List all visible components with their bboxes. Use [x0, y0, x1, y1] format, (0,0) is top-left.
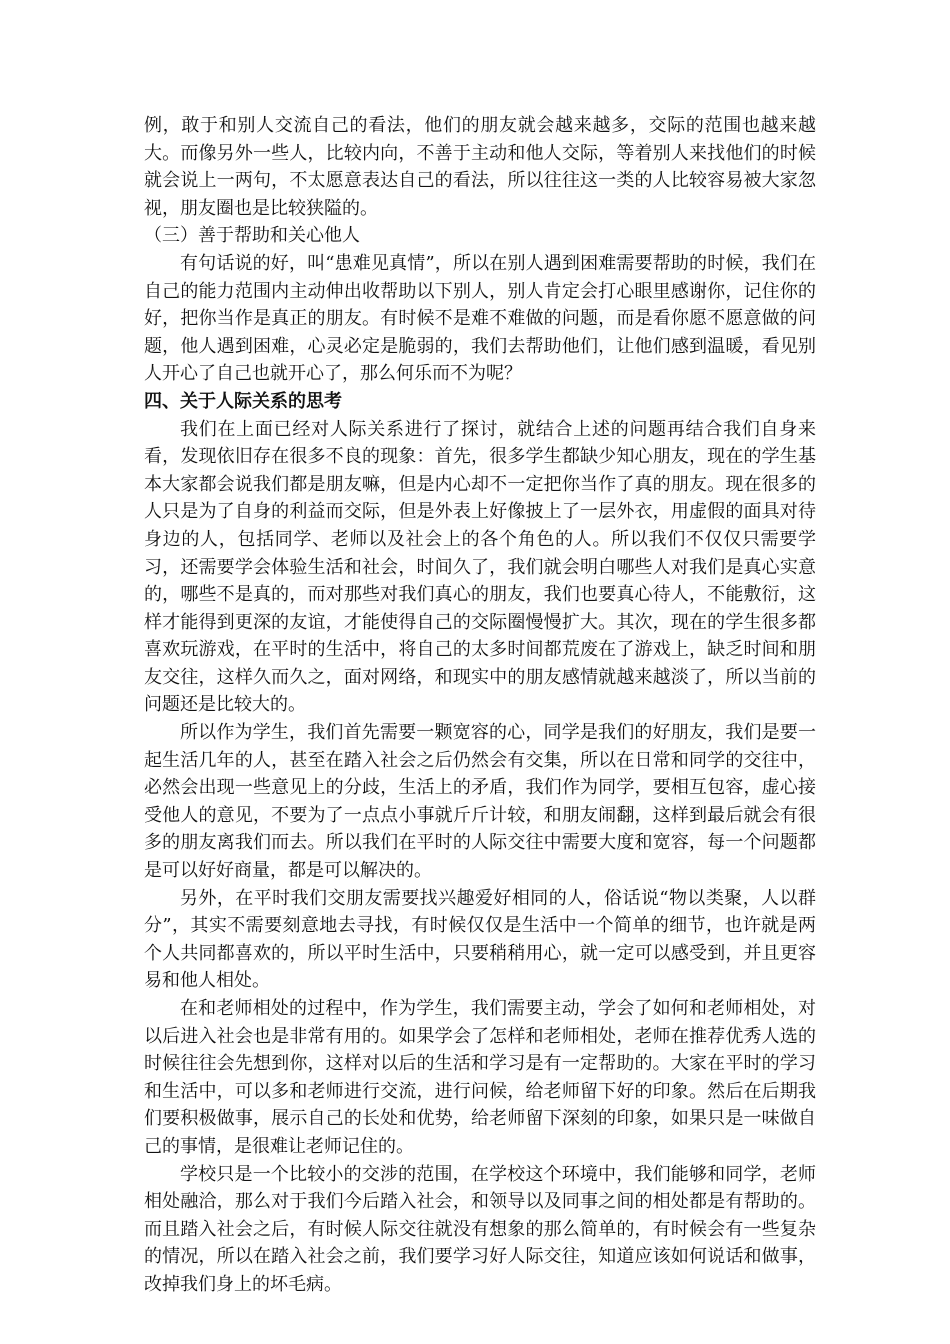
- document-page: [144, 112, 816, 1299]
- paragraph-teachers: 在和老师相处的过程中，作为学生，我们需要主动，学会了如何和老师相处，对以后进入社会也是非常有用的。如果学会了怎样和老师相处，老师在推荐优秀人选的时候往往会先想到你，这样对以后的生活和学习是有一定帮助的。大家在平时的学习和生活中，可以多和老师进行交流，进行问候，给老师留下好的印象。然后在后期我们要积极做事，展示自己的长处和优势，给老师留下深刻的印象，如果只是一味做自己的事情，是很难让老师记住的。: [144, 998, 816, 1157]
- paragraph-continuation: 例，敢于和别人交流自己的看法，他们的朋友就会越来越多，交际的范围也越来越大。而像另外一些人，比较内向，不善于主动和他人交际，等着别人来找他们的时候就会说上一两句，不太愿意表达自己的看法，所以往往这一类的人比较容易被大家忽视，朋友圈也是比较狭隘的。: [144, 115, 816, 219]
- paragraph-tolerance: 所以作为学生，我们首先需要一颗宽容的心，同学是我们的好朋友，我们是要一起生活几年的人，甚至在踏入社会之后仍然会有交集，所以在日常和同学的交往中，必然会出现一些意见上的分歧，生活上的矛盾，我们作为同学，要相互包容，虚心接受他人的意见，不要为了一点点小事就斤斤计较，和朋友闹翻，这样到最后就会有很多的朋友离我们而去。所以我们在平时的人际交往中需要大度和宽容，每一个问题都是可以好好商量，都是可以解决的。: [144, 722, 816, 882]
- section-heading-4: 四、关于人际关系的思考: [144, 390, 342, 412]
- paragraph-school-society: 学校只是一个比较小的交涉的范围，在学校这个环境中，我们能够和同学，老师相处融洽，那么对于我们今后踏入社会，和领导以及同事之间的相处都是有帮助的。而且踏入社会之后，有时候人际交往就没有想象的那么简单的，有时候会有一些复杂的情况，所以在踏入社会之前，我们要学习好人际交往，知道应该如何说话和做事，改掉我们身上的坏毛病。: [144, 1163, 816, 1295]
- paragraph-reflection: 我们在上面已经对人际关系进行了探讨，就结合上述的问题再结合我们自身来看，发现依旧存在很多不良的现象：首先，很多学生都缺少知心朋友，现在的学生基本大家都会说我们都是朋友嘛，但是内心却不一定把你当作了真的朋友。现在很多的人只是为了自身的利益而交际，但是外表上好像披上了一层外衣，用虚假的面具对待身边的人，包括同学、老师以及社会上的各个角色的人。所以我们不仅仅只需要学习，还需要学会体验生活和社会，时间久了，我们就会明白哪些人对我们是真心实意的，哪些不是真的，而对那些对我们真心的朋友，我们也要真心待人，不能敷衍，这样才能得到更深的友谊，才能使得自己的交际圈慢慢扩大。其次，现在的学生很多都喜欢玩游戏，在平时的生活中，将自己的太多时间都荒废在了游戏上，缺乏时间和朋友交往，这样久而久之，面对网络，和现实中的朋友感情就越来越淡了，所以当前的问题还是比较大的。: [144, 418, 816, 716]
- paragraph-help-others: 有句话说的好，叫“患难见真情”，所以在别人遇到困难需要帮助的时候，我们在自己的能力范围内主动伸出收帮助以下别人，别人肯定会打心眼里感谢你，记住你的好，把你当作是真正的朋友。有时候不是难不难做的问题，而是看你愿不愿意做的问题，他人遇到困难，心灵必定是脆弱的，我们去帮助他们，让他们感到温暖，看见别人开心了自己也就开心了，那么何乐而不为呢？: [144, 252, 816, 385]
- subheading-3: （三）善于帮助和关心他人: [144, 225, 360, 247]
- paragraph-shared-interests: 另外，在平时我们交朋友需要找兴趣爱好相同的人，俗话说“物以类聚，人以群分”，其实不需要刻意地去寻找，有时候仅仅是生活中一个简单的细节，也许就是两个人共同都喜欢的，所以平时生活中，只要稍稍用心，就一定可以感受到，并且更容易和他人相处。: [144, 887, 816, 992]
